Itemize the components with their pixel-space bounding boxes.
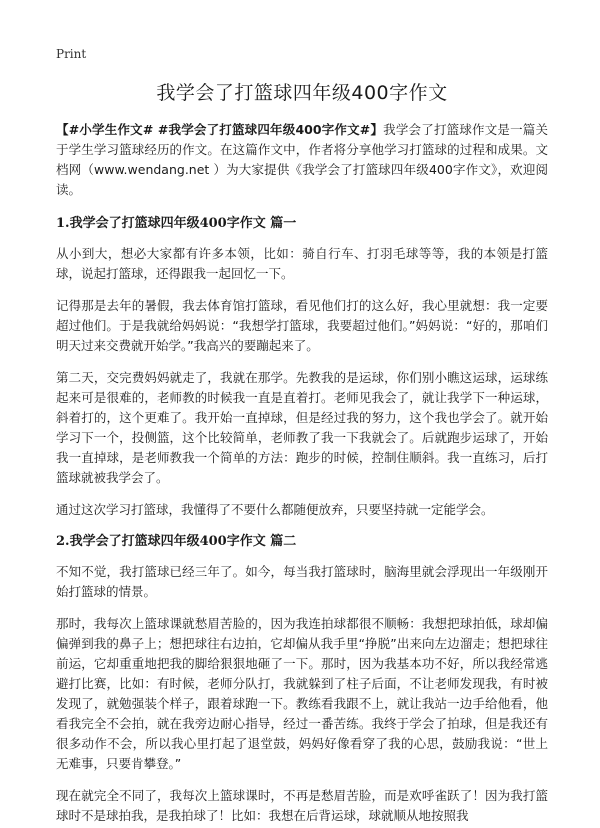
section-heading-1: 1.我学会了打篮球四年级400字作文 篇一 (56, 216, 297, 231)
section-2-paragraph: 那时，我每次上篮球课就愁眉苦脸的，因为我连拍球都很不顺畅：我想把球拍低，球却偏偏弹到我的鼻子上；想把球往右边拍，它却偏从我手里“挣脱”出来向左边溜走；想把球往前运，它却重重地把我的脚给狠狠地砸了一下。那时，因为我基本功不好，所以我经常逃避打比赛，比如：有时候，老师分队打，我就躲到了柱子后面，不让老师发现我，有时被发现了，就勉强装个样子，跟着球跑一下。教练看我跟不上，就让我站一边手给他看，他看我完全不会拍，就在我旁边耐心指导，经过一番苦练。我终于学会了拍球，但是我还有很多动作不会，所以我心里打起了退堂鼓，妈妈好像看穿了我的心思，鼓励我说：“世上无难事，只要肯攀登。” (56, 616, 548, 771)
intro-paragraph (56, 120, 548, 200)
print-label: Print (56, 47, 87, 61)
section-2-paragraph: 不知不觉，我打篮球已经三年了。如今，每当我打篮球时，脑海里就会浮现出一年级刚开始打篮球的情景。 (56, 564, 548, 599)
section-heading-2: 2.我学会了打篮球四年级400字作文 篇二 (56, 534, 297, 549)
section-1-paragraph: 从小到大，想必大家都有许多本领，比如：骑自行车、打羽毛球等等，我的本领是打篮球，说起打篮球，还得跟我一起回忆一下。 (56, 246, 548, 281)
intro-text: 我学会了打篮球作文是一篇关于学生学习篮球经历的作文。在这篇作文中，作者将分享他学习打篮球的过程和成果。文档网（www.wendang.net ）为大家提供《我学会了打篮球四年级400字作文》，欢迎阅读。 (56, 122, 548, 197)
section-1-paragraph: 通过这次学习打篮球，我懂得了不要什么都随便放弃，只要坚持就一定能学会。 (56, 502, 494, 517)
section-1-paragraph: 记得那是去年的暑假，我去体育馆打篮球，看见他们打的这么好，我心里就想：我一定要超过他们。于是我就给妈妈说：“我想学打篮球，我要超过他们。”妈妈说：“好的，那咱们明天过来交费就开始学。”我高兴的要蹦起来了。 (56, 298, 548, 353)
document-title: 我学会了打篮球四年级400字作文 (156, 82, 448, 104)
intro-tag: 【#小学生作文# #我学会了打篮球四年级400字作文#】 (56, 122, 384, 137)
section-1-paragraph: 第二天，交完费妈妈就走了，我就在那学。先教我的是运球，你们别小瞧这运球，运球练起来可是很难的，老师教的时候我一直是直着打。老师见我会了，就让我学下一种运球，斜着打的，这个更难了。我开始一直掉球，但是经过我的努力，这个我也学会了。就开始学习下一个，投侧篮，这个比较简单，老师教了我一下我就会了。后就跑步运球了，开始我一直掉球，是老师教我一个简单的方法：跑步的时候，控制住顺斜。我一直练习，后打篮球就被我学会了。 (56, 370, 548, 485)
section-2-paragraph: 现在就完全不同了，我每次上篮球课时，不再是愁眉苦脸，而是欢呼雀跃了！因为我打篮球时不是球拍我，是我拍球了！比如：我想在后背运球，球就顺从地按照我 (56, 788, 548, 823)
